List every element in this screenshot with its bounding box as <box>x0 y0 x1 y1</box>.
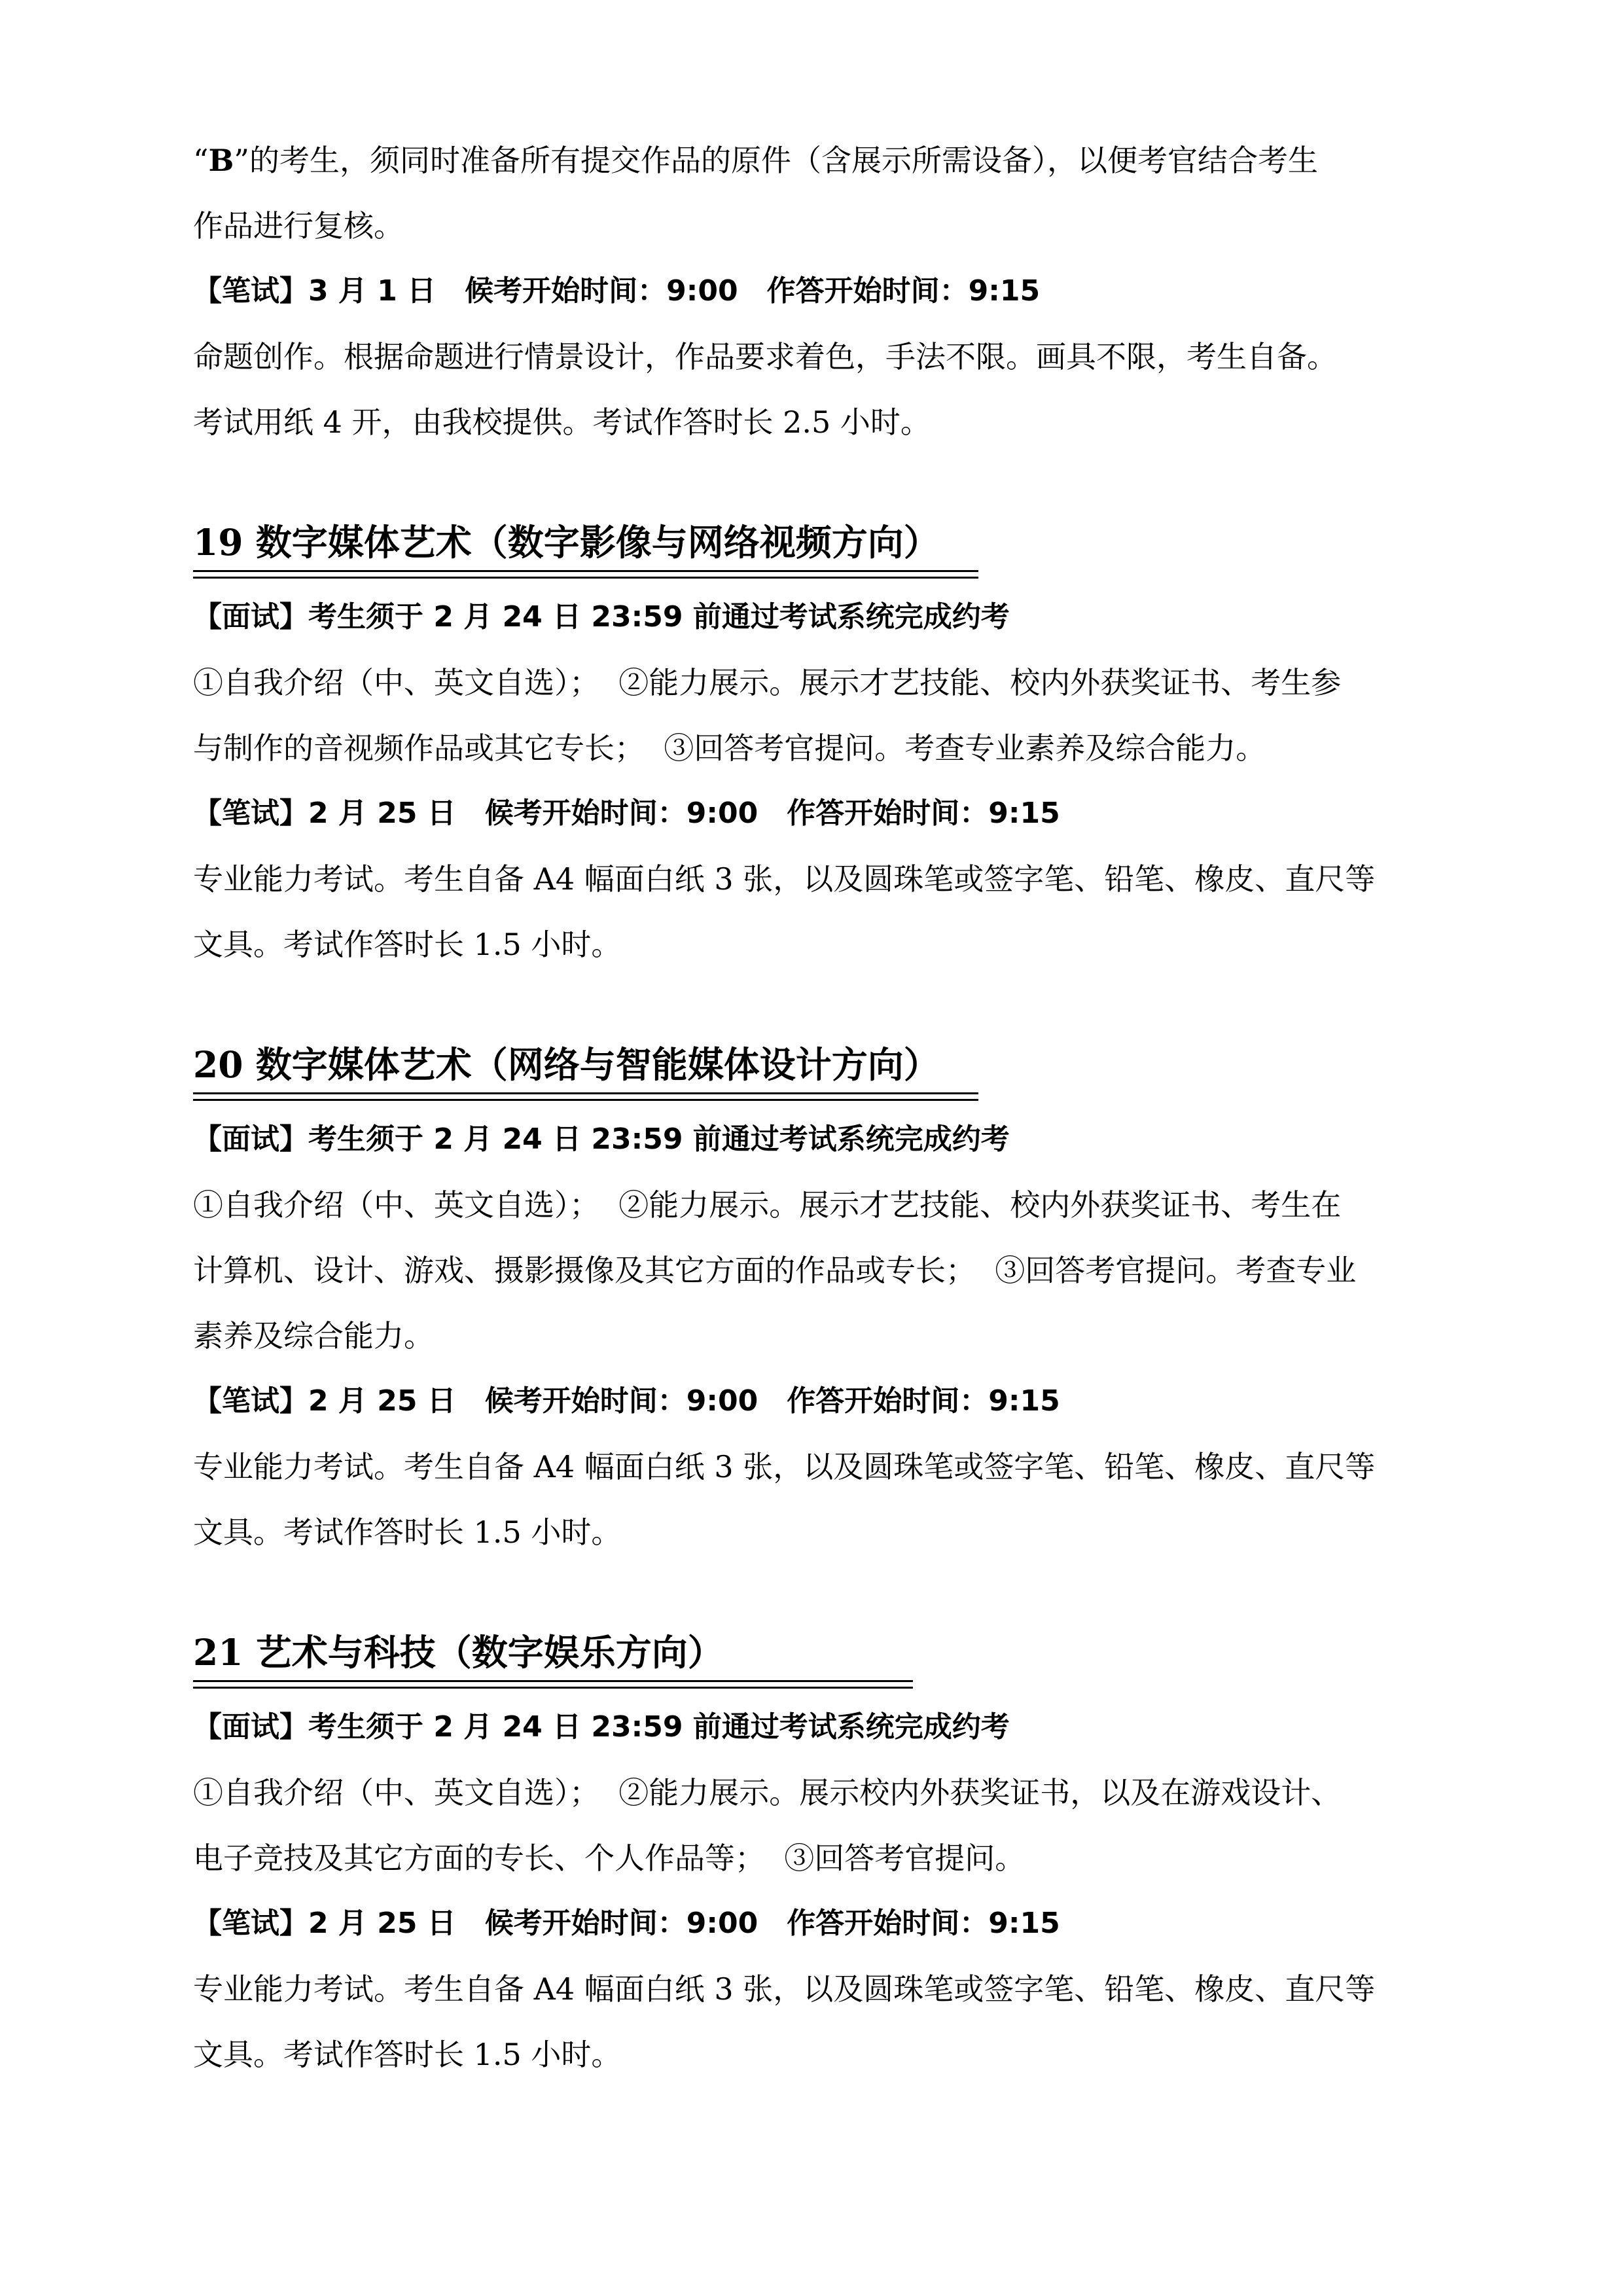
intro-paragraph-line <box>193 128 1446 193</box>
written-exam-time: 3 月 1 日 候考开始时间：9:00 作答开始时间：9:15 <box>308 274 1041 308</box>
section-title-text: 数字媒体艺术（数字影像与网络视频方向） <box>243 521 940 564</box>
section-title-text: 数字媒体艺术（网络与智能媒体设计方向） <box>243 1043 940 1086</box>
section-19 <box>193 516 1446 977</box>
written-exam-time: 2 月 25 日 候考开始时间：9:00 作答开始时间：9:15 <box>308 797 1060 830</box>
title-underline <box>193 570 978 572</box>
interview-desc: 电子竞技及其它方面的专长、个人作品等； ③回答考官提问。 <box>193 1840 1026 1876</box>
written-exam-heading <box>193 1891 1446 1956</box>
interview-desc: ①自我介绍（中、英文自选）； ②能力展示。展示才艺技能、校内外获奖证书、考生在 <box>193 1187 1342 1223</box>
written-exam-label: 【笔试】 <box>193 274 308 308</box>
interview-desc: 计算机、设计、游戏、摄影摄像及其它方面的作品或专长； ③回答考官提问。考查专业 <box>193 1253 1357 1288</box>
section-title <box>193 1039 940 1096</box>
written-exam-heading <box>193 781 1446 846</box>
section-20 <box>193 1039 1446 1565</box>
written-exam-time: 2 月 25 日 候考开始时间：9:00 作答开始时间：9:15 <box>308 1384 1060 1418</box>
written-exam-desc: 文具。考试作答时长 1.5 小时。 <box>193 1515 622 1550</box>
intro-block <box>193 128 1446 455</box>
section-title <box>193 1626 724 1684</box>
interview-desc: ①自我介绍（中、英文自选）； ②能力展示。展示才艺技能、校内外获奖证书、考生参 <box>193 665 1342 700</box>
interview-label: 【面试】 <box>193 1122 308 1156</box>
interview-deadline: 考生须于 2 月 24 日 23:59 前通过考试系统完成约考 <box>308 600 1010 634</box>
interview-label: 【面试】 <box>193 600 308 634</box>
title-underline <box>193 1092 978 1094</box>
written-exam-desc: 文具。考试作答时长 1.5 小时。 <box>193 927 622 962</box>
written-exam-desc: 考试用纸 4 开，由我校提供。考试作答时长 2.5 小时。 <box>193 404 931 440</box>
interview-heading <box>193 1695 1446 1760</box>
interview-desc: 与制作的音视频作品或其它专长； ③回答考官提问。考查专业素养及综合能力。 <box>193 730 1266 766</box>
section-title-wrap <box>193 1626 1446 1695</box>
written-exam-label: 【笔试】 <box>193 1384 308 1418</box>
written-exam-desc: 专业能力考试。考生自备 A4 幅面白纸 3 张，以及圆珠笔或签字笔、铅笔、橡皮、直尺等 <box>193 861 1376 897</box>
title-underline <box>193 577 978 579</box>
section-number: 21 <box>193 1631 243 1674</box>
interview-deadline: 考生须于 2 月 24 日 23:59 前通过考试系统完成约考 <box>308 1710 1010 1744</box>
written-exam-desc: 命题创作。根据命题进行情景设计，作品要求着色，手法不限。画具不限，考生自备。 <box>193 339 1337 374</box>
written-exam-label: 【笔试】 <box>193 1907 308 1940</box>
interview-heading <box>193 584 1446 650</box>
interview-desc: ①自我介绍（中、英文自选）； ②能力展示。展示校内外获奖证书，以及在游戏设计、 <box>193 1775 1342 1810</box>
written-exam-heading <box>193 259 1446 324</box>
document-page <box>193 128 1446 2087</box>
written-exam-desc: 文具。考试作答时长 1.5 小时。 <box>193 2037 622 2072</box>
intro-paragraph-line: 作品进行复核。 <box>193 208 404 243</box>
section-21 <box>193 1626 1446 2087</box>
quote-open: “ <box>193 143 209 178</box>
written-exam-time: 2 月 25 日 候考开始时间：9:00 作答开始时间：9:15 <box>308 1907 1060 1940</box>
section-title-text: 艺术与科技（数字娱乐方向） <box>243 1631 724 1674</box>
section-title-wrap <box>193 516 1446 584</box>
section-title-wrap <box>193 1039 1446 1107</box>
written-exam-desc: 专业能力考试。考生自备 A4 幅面白纸 3 张，以及圆珠笔或签字笔、铅笔、橡皮、直尺等 <box>193 1449 1376 1484</box>
title-underline <box>193 1099 978 1101</box>
section-number: 19 <box>193 521 243 564</box>
interview-label: 【面试】 <box>193 1710 308 1744</box>
written-exam-label: 【笔试】 <box>193 797 308 830</box>
interview-desc: 素养及综合能力。 <box>193 1318 434 1354</box>
title-underline <box>193 1687 913 1689</box>
title-underline <box>193 1680 913 1682</box>
section-title <box>193 516 940 574</box>
interview-deadline: 考生须于 2 月 24 日 23:59 前通过考试系统完成约考 <box>308 1122 1010 1156</box>
grade-b-label: B <box>208 143 234 178</box>
written-exam-heading <box>193 1369 1446 1434</box>
section-number: 20 <box>193 1043 243 1086</box>
interview-heading <box>193 1107 1446 1172</box>
intro-line1-text: ”的考生，须同时准备所有提交作品的原件（含展示所需设备），以便考官结合考生 <box>234 143 1318 178</box>
written-exam-desc: 专业能力考试。考生自备 A4 幅面白纸 3 张，以及圆珠笔或签字笔、铅笔、橡皮、直尺等 <box>193 1971 1376 2007</box>
